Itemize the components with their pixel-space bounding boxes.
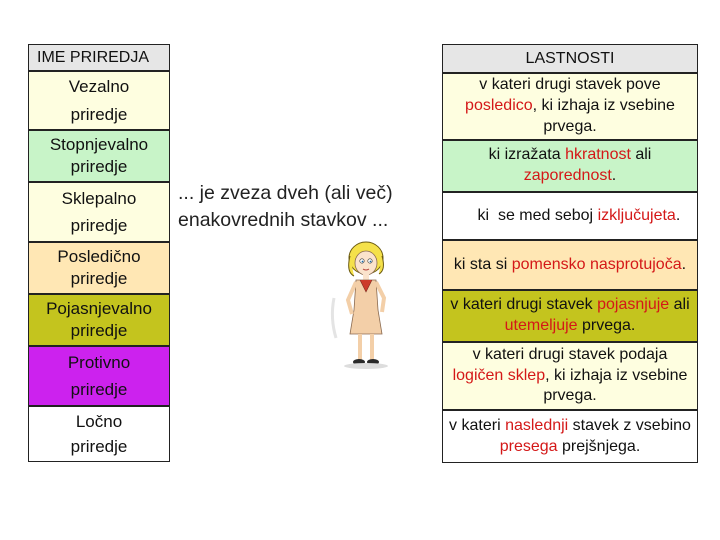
right-row-posledicno: [442, 240, 698, 290]
left-row-label: priredje: [70, 380, 128, 399]
right-row-text: [449, 295, 691, 337]
left-row-label: priredje: [70, 321, 128, 340]
left-row-protivno: [28, 346, 170, 406]
right-text-part: .: [611, 167, 617, 184]
right-row-pojasnjevalno: [442, 290, 698, 342]
right-text-highlight: hkratnost: [565, 146, 631, 164]
left-row-label: Posledično: [57, 246, 141, 266]
left-row-label: priredje: [70, 437, 128, 456]
right-text-highlight: pomensko nasprotujoča: [511, 255, 682, 273]
right-text-part: .: [681, 255, 687, 273]
right-row-text: [454, 255, 686, 276]
definition-text: [178, 180, 440, 235]
right-text-highlight: zaporednost: [523, 167, 612, 184]
right-text-part: prvega.: [577, 317, 636, 334]
right-text-part: , ki izhaja iz vsebine prvega.: [532, 97, 675, 135]
right-row-text: [449, 75, 691, 137]
right-row-vezalno: [442, 73, 698, 140]
left-row-posledicno: [28, 242, 170, 294]
left-row-label: Ločno: [75, 411, 123, 431]
right-text-part: ki se med seboj: [477, 206, 598, 224]
left-header: IME PRIREDJA: [28, 44, 170, 71]
right-text-part: v kateri drugi stavek pove: [479, 76, 661, 94]
left-row-label: Vezalno: [68, 77, 130, 97]
left-row-label: Sklepalno: [61, 188, 137, 208]
left-row-locno: [28, 406, 170, 462]
right-text-part: ali: [630, 146, 652, 164]
left-row-vezalno: [28, 71, 170, 130]
right-text-part: ki sta si: [453, 255, 512, 273]
right-text-part: ali: [669, 296, 690, 314]
left-row-pojasnjevalno: [28, 294, 170, 346]
right-text-part: v kateri drugi stavek: [450, 296, 598, 314]
right-text-part: v kateri: [449, 416, 506, 434]
left-row-label: priredje: [70, 157, 128, 176]
right-row-locno: [442, 410, 698, 463]
right-text-highlight: posledico: [465, 97, 533, 115]
right-text-part: prejšnjega.: [557, 437, 641, 455]
left-row-label: Stopnjevalno: [49, 134, 149, 154]
right-header: LASTNOSTI: [442, 44, 698, 73]
left-row-label: priredje: [70, 216, 128, 235]
right-text-part: ki izražata: [488, 146, 566, 164]
right-text-highlight: izključujeta: [597, 206, 676, 224]
left-row-label: Pojasnjevalno: [46, 298, 152, 318]
right-row-text: [460, 185, 681, 247]
left-row-label: priredje: [70, 104, 128, 124]
left-row-stopnjevalno: [28, 130, 170, 182]
right-text-part: , ki izhaja iz vsebine prvega.: [543, 366, 688, 405]
right-row-text: [449, 145, 691, 187]
cartoon-woman-figure-icon: [326, 238, 400, 370]
right-row-text: [449, 345, 691, 407]
right-text-highlight: presega: [499, 437, 558, 455]
right-text-part: v kateri drugi stavek podaja: [472, 345, 668, 363]
right-text-highlight: pojasnjuje: [597, 296, 670, 314]
right-text-part: stavek z vsebino: [568, 416, 691, 434]
right-text-highlight: naslednji: [505, 416, 569, 434]
left-row-sklepalno: [28, 182, 170, 242]
right-text-highlight: utemeljuje: [504, 317, 578, 334]
definition-line-1: ... je zveza dveh (ali več): [178, 182, 393, 204]
right-row-sklepalno-2: [442, 342, 698, 410]
left-row-label: priredje: [70, 269, 128, 288]
right-row-sklepalno: [442, 192, 698, 240]
left-row-label: Protivno: [67, 352, 131, 372]
right-text-part: .: [675, 206, 681, 224]
right-row-text: [449, 416, 691, 458]
right-text-highlight: logičen sklep: [452, 366, 546, 384]
definition-line-2: enakovrednih stavkov ...: [178, 209, 389, 232]
